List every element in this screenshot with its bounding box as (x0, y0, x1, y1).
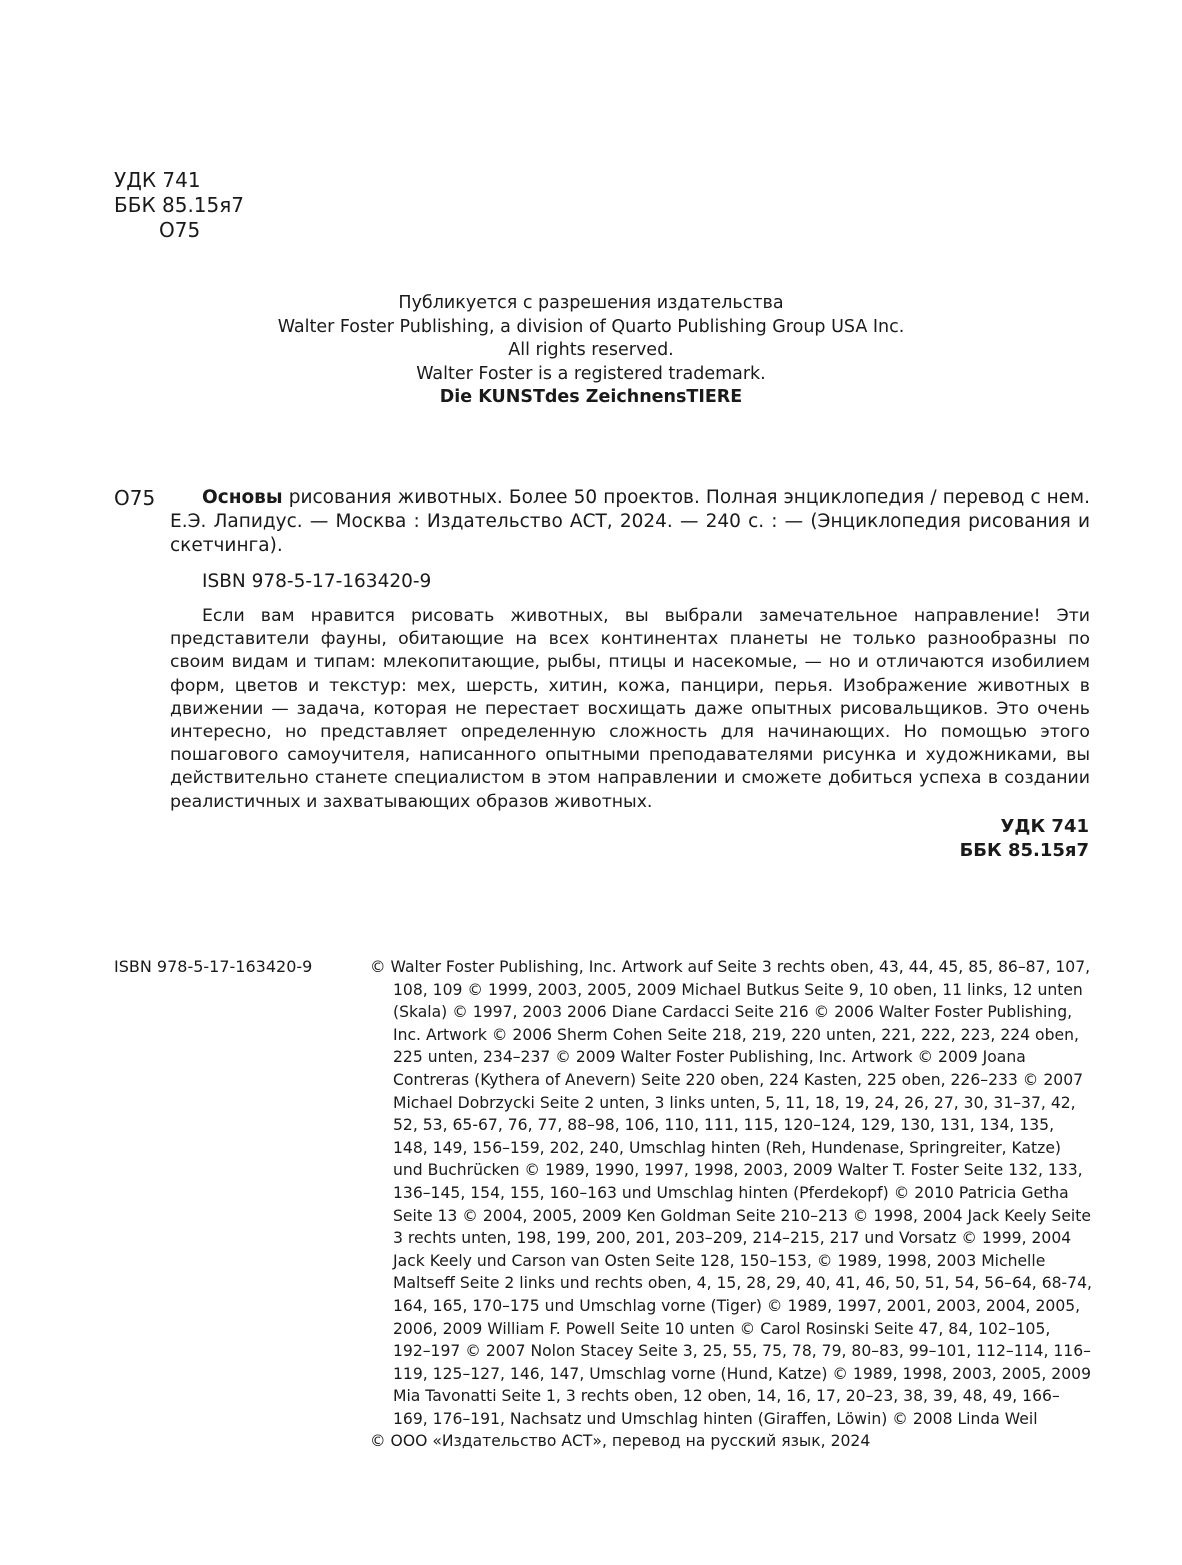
author-mark: О75 (159, 218, 201, 242)
bbk-code: ББК 85.15я7 (114, 193, 245, 217)
udk-code: УДК 741 (114, 168, 201, 192)
publisher-line: Walter Foster Publishing, a division of Quarto Publishing Group USA Inc. (277, 316, 905, 337)
udk-block-top (114, 168, 244, 243)
book-abstract: Если вам нравится рисовать животных, вы выбрали замечательное направление! Эти представители фауны, обитающие на всех континентах планеты не только разнообразны по своим видам и типам: млекопитающие, рыбы, птицы и насекомые, — но и отличаются изобилием форм, цветов и текстур: мех, шерсть, хитин, кожа, панцири, перья. Изображение животных в движении — задача, которая не перестает восхищать даже опытных рисовальщиков. Это очень интересно, но представляет определенную сложность для начинающих. Но помощью этого пошагового самоучителя, написанного опытными преподавателями рисунка и художниками, вы действительно станете специалистом в этом направлении и сможете добиться успеха в создании реалистичных и захватывающих образов животных. (170, 606, 1090, 812)
publisher-line: All rights reserved. (508, 340, 674, 360)
catalog-isbn: ISBN 978-5-17-163420-9 (202, 571, 432, 592)
ast-copyright: © ООО «Издательство АСТ», перевод на русский язык, 2024 (370, 1432, 871, 1451)
footer-isbn: ISBN 978-5-17-163420-9 (114, 957, 313, 976)
udk-block-right (960, 815, 1089, 863)
bibliographic-text: рисования животных. Более 50 проектов. Полная энциклопедия / перевод с нем. Е.Э. Лапидус. — Москва : Издательство АСТ, 2024. — 240 с. : — (Энциклопедия рисования и скетчинга). (170, 487, 1090, 556)
publisher-line: Публикуется с разрешения издательства (398, 293, 784, 313)
book-title-bold: Основы (202, 487, 283, 508)
udk-code: УДК 741 (1000, 816, 1089, 837)
artwork-credits: © Walter Foster Publishing, Inc. Artwork auf Seite 3 rechts oben, 43, 44, 45, 85, 86–87, 107, 108, 109 © 1999, 2003, 2005, 2009 Michael Butkus Seite 9, 10 oben, 11 links, 12 unten (Skala) © 1997, 2003 2006 Diane Cardacci Seite 216 © 2006 Walter Foster Publishing, Inc. Artwork © 2006 Sherm Cohen Seite 218, 219, 220 unten, 221, 222, 223, 224 oben, 225 unten, 234–237 © 2009 Walter Foster Publishing, Inc. Artwork © 2009 Joana Contreras (Kythera of Anevern) Seite 220 oben, 224 Kasten, 225 oben, 226–233 © 2007 Michael Dobrzycki Seite 2 unten, 3 links unten, 5, 11, 18, 19, 24, 26, 27, 30, 31–37, 42, 52, 53, 65-67, 76, 77, 88–98, 106, 110, 111, 115, 120–124, 129, 130, 131, 134, 135, 148, 149, 156–159, 202, 240, Umschlag hinten (Reh, Hundenase, Springreiter, Katze) und Buchrücken © 1989, 1990, 1997, 1998, 2003, 2009 Walter T. Foster Seite 132, 133, 136–145, 154, 155, 160–163 und Umschlag hinten (Pferdekopf) © 2010 Patricia Getha Seite 13 © 2004, 2005, 2009 Ken Goldman Seite 210–213 © 1998, 2004 Jack Keely Seite 3 rechts unten, 198, 199, 200, 201, 203–209, 214–215, 217 und Vorsatz © 1999, 2004 Jack Keely und Carson van Osten Seite 128, 150–153, © 1989, 1998, 2003 Michelle Maltseff Seite 2 links und rechts oben, 4, 15, 28, 29, 40, 41, 46, 50, 51, 54, 56–64, 68-74, 164, 165, 170–175 und Umschlag vorne (Tiger) © 1989, 1997, 2001, 2003, 2004, 2005, 2006, 2009 William F. Powell Seite 10 unten © Carol Rosinski Seite 47, 84, 102–105, 192–197 © 2007 Nolon Stacey Seite 3, 25, 55, 75, 78, 79, 80–83, 99–101, 112–114, 116–119, 125–127, 146, 147, Umschlag vorne (Hund, Katze) © 1989, 1998, 2003, 2005, 2009 Mia Tavonatti Seite 1, 3 rechts oben, 12 oben, 14, 16, 17, 20–23, 38, 39, 48, 49, 166–169, 176–191, Nachsatz und Umschlag hinten (Giraffen, Löwin) © 2008 Linda Weil (370, 958, 1092, 1428)
publisher-note (0, 292, 1182, 410)
bibliographic-description (170, 486, 1090, 558)
catalog-author-mark: О75 (114, 486, 156, 510)
publisher-line: Walter Foster is a registered trademark. (416, 363, 766, 384)
bbk-code: ББК 85.15я7 (959, 840, 1089, 861)
copyright-credits (370, 956, 1092, 1453)
original-title: Die KUNSTdes ZeichnensTIERE (439, 387, 743, 407)
